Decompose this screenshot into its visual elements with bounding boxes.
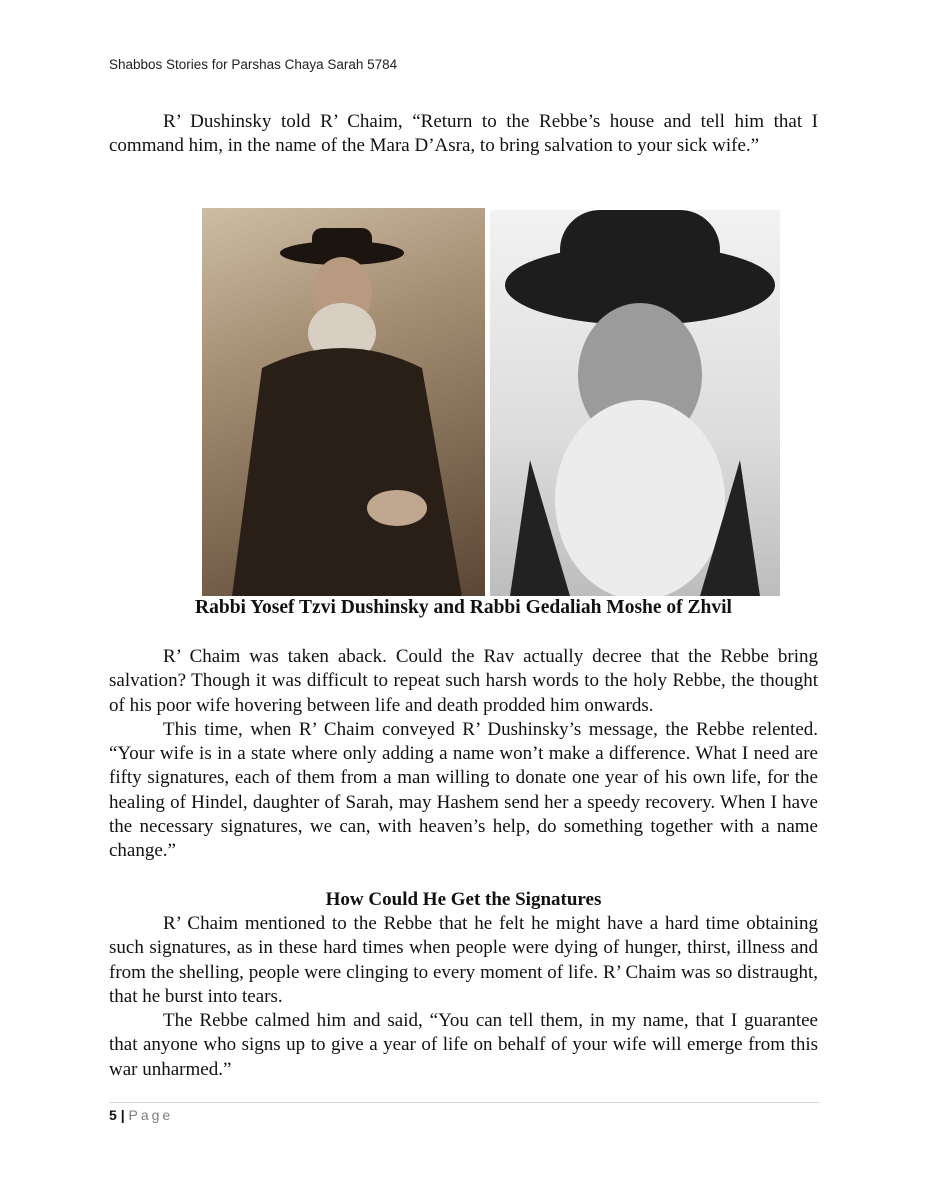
paragraph-1 <box>109 110 818 159</box>
page-number: 5 <box>109 1107 117 1123</box>
page-label: Page <box>128 1107 174 1123</box>
paragraph-5: The Rebbe calmed him and said, “You can tell them, in my name, that I guarantee that anyone who signs up to give a year of life on behalf of your wife will emerge from this war unharmed.” <box>109 1010 818 1080</box>
photo-pair <box>202 208 782 596</box>
body-text <box>109 645 818 1082</box>
footer-divider <box>109 1102 820 1103</box>
paragraph-3: This time, when R’ Chaim conveyed R’ Dushinsky’s message, the Rebbe relented. “Your wife is in a state where only adding a name won’t make a difference. What I need are fifty signatures, each of them from a man willing to donate one year of his own life, for the healing of Hindel, daughter of Sarah, may Hashem send her a speedy recovery. When I have the necessary signatures, we can, with heaven’s help, do something together with a name change.” <box>109 718 818 862</box>
section-heading: How Could He Get the Signatures <box>325 888 602 910</box>
photo-rabbi-gedaliah-moshe <box>490 210 780 596</box>
paragraph-4: R’ Chaim mentioned to the Rebbe that he felt he might have a hard time obtaining such signatures, as in these hard times when people were dying of hunger, thirst, illness and from the shelling, people were clinging to every moment of life. R’ Chaim was so distraught, that he burst into tears. <box>109 912 818 1007</box>
paragraph-text: R’ Dushinsky told R’ Chaim, “Return to the Rebbe’s house and tell him that I command him, in the name of the Mara D’Asra, to bring salvation to your sick wife.” <box>109 111 818 157</box>
photo-caption: Rabbi Yosef Tzvi Dushinsky and Rabbi Gedaliah Moshe of Zhvil <box>195 597 732 618</box>
paragraph-2: R’ Chaim was taken aback. Could the Rav actually decree that the Rebbe bring salvation? Though it was difficult to repeat such harsh words to the holy Rebbe, the thought of his poor wife hovering between life and death prodded him onwards. <box>109 646 818 716</box>
page-footer <box>109 1107 173 1123</box>
footer-separator: | <box>120 1107 125 1123</box>
photo-rabbi-dushinsky <box>202 208 485 596</box>
running-header: Shabbos Stories for Parshas Chaya Sarah 5784 <box>109 57 398 72</box>
